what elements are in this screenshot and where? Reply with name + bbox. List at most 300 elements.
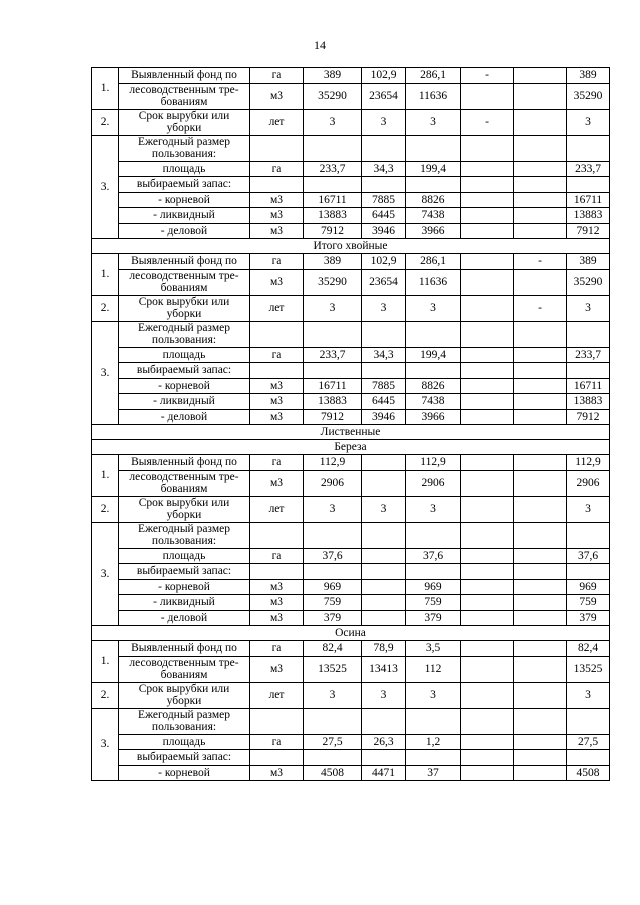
- value-cell: 3: [362, 496, 406, 522]
- section-header-row: [92, 239, 610, 254]
- value-cell: 7438: [406, 394, 461, 410]
- unit-cell: лет: [250, 295, 304, 321]
- indicator-label: Срок вырубки или уборки: [119, 295, 250, 321]
- unit-cell: м3: [250, 394, 304, 410]
- value-cell: 7438: [406, 208, 461, 224]
- indicator-label: Срок вырубки или уборки: [119, 496, 250, 522]
- value-cell: [461, 682, 514, 708]
- value-cell: 8826: [406, 378, 461, 394]
- value-cell: [514, 378, 567, 394]
- value-cell: 7912: [304, 409, 362, 425]
- value-cell: 3: [567, 682, 610, 708]
- indicator-label: выбираемый запас:: [119, 363, 250, 379]
- indicator-label: лесоводственным тре-бованиям: [119, 656, 250, 682]
- value-cell: 37,6: [304, 548, 362, 564]
- value-cell: [362, 579, 406, 595]
- value-cell: [514, 269, 567, 295]
- value-cell: 759: [567, 595, 610, 611]
- value-cell: 3: [406, 496, 461, 522]
- value-cell: 34,3: [362, 347, 406, 363]
- unit-cell: м3: [250, 579, 304, 595]
- row-number: 1.: [92, 254, 119, 296]
- table-row: [92, 135, 610, 161]
- value-cell: 233,7: [567, 347, 610, 363]
- value-cell: [362, 177, 406, 193]
- indicator-label: выбираемый запас:: [119, 177, 250, 193]
- table-row: [92, 548, 610, 564]
- table-row: [92, 564, 610, 580]
- value-cell: 13883: [304, 208, 362, 224]
- value-cell: [461, 347, 514, 363]
- value-cell: 37,6: [406, 548, 461, 564]
- unit-cell: м3: [250, 409, 304, 425]
- unit-cell: м3: [250, 610, 304, 626]
- value-cell: 6445: [362, 394, 406, 410]
- unit-cell: м3: [250, 656, 304, 682]
- value-cell: [461, 208, 514, 224]
- row-number: 1.: [92, 455, 119, 497]
- value-cell: 3946: [362, 223, 406, 239]
- value-cell: 7885: [362, 192, 406, 208]
- value-cell: 2906: [304, 470, 362, 496]
- indicator-label: - корневой: [119, 192, 250, 208]
- value-cell: [461, 192, 514, 208]
- value-cell: [461, 579, 514, 595]
- table-row: [92, 656, 610, 682]
- value-cell: 759: [304, 595, 362, 611]
- value-cell: [304, 750, 362, 766]
- value-cell: 13883: [304, 394, 362, 410]
- value-cell: [514, 522, 567, 548]
- value-cell: [362, 363, 406, 379]
- section-header: Итого хвойные: [92, 239, 610, 254]
- value-cell: [406, 135, 461, 161]
- value-cell: [362, 135, 406, 161]
- value-cell: [304, 363, 362, 379]
- value-cell: [514, 765, 567, 781]
- value-cell: -: [514, 295, 567, 321]
- unit-cell: га: [250, 734, 304, 750]
- value-cell: [514, 455, 567, 471]
- value-cell: 112,9: [406, 455, 461, 471]
- unit-cell: лет: [250, 496, 304, 522]
- value-cell: [567, 522, 610, 548]
- value-cell: [461, 295, 514, 321]
- value-cell: [304, 564, 362, 580]
- value-cell: [514, 496, 567, 522]
- table-row: [92, 223, 610, 239]
- value-cell: 16711: [567, 378, 610, 394]
- value-cell: 3: [567, 496, 610, 522]
- table-row: [92, 682, 610, 708]
- unit-cell: м3: [250, 378, 304, 394]
- table-row: [92, 254, 610, 270]
- table-row: [92, 708, 610, 734]
- unit-cell: га: [250, 161, 304, 177]
- unit-cell: [250, 750, 304, 766]
- indicator-label: - деловой: [119, 409, 250, 425]
- row-number: 3.: [92, 708, 119, 781]
- value-cell: [567, 177, 610, 193]
- value-cell: [461, 321, 514, 347]
- value-cell: [514, 734, 567, 750]
- table-row: [92, 455, 610, 471]
- value-cell: [514, 595, 567, 611]
- table-row: [92, 378, 610, 394]
- value-cell: -: [461, 68, 514, 84]
- value-cell: [362, 564, 406, 580]
- unit-cell: га: [250, 68, 304, 84]
- unit-cell: [250, 177, 304, 193]
- value-cell: 4471: [362, 765, 406, 781]
- table-row: [92, 68, 610, 84]
- value-cell: 13883: [567, 208, 610, 224]
- table-row: [92, 192, 610, 208]
- indicator-label: - корневой: [119, 378, 250, 394]
- row-number: 2.: [92, 496, 119, 522]
- value-cell: 969: [567, 579, 610, 595]
- unit-cell: м3: [250, 269, 304, 295]
- unit-cell: га: [250, 347, 304, 363]
- indicator-label: Ежегодный размер пользования:: [119, 135, 250, 161]
- unit-cell: [250, 321, 304, 347]
- value-cell: 2906: [406, 470, 461, 496]
- value-cell: [406, 708, 461, 734]
- value-cell: 16711: [304, 192, 362, 208]
- value-cell: [514, 750, 567, 766]
- value-cell: 4508: [567, 765, 610, 781]
- unit-cell: м3: [250, 208, 304, 224]
- table-row: [92, 765, 610, 781]
- value-cell: 112,9: [304, 455, 362, 471]
- value-cell: [362, 321, 406, 347]
- indicator-label: Выявленный фонд по: [119, 455, 250, 471]
- value-cell: [406, 522, 461, 548]
- value-cell: [461, 564, 514, 580]
- value-cell: 35290: [304, 83, 362, 109]
- unit-cell: м3: [250, 223, 304, 239]
- value-cell: [461, 496, 514, 522]
- value-cell: 199,4: [406, 161, 461, 177]
- value-cell: 6445: [362, 208, 406, 224]
- indicator-label: - корневой: [119, 765, 250, 781]
- value-cell: 78,9: [362, 641, 406, 657]
- value-cell: [461, 135, 514, 161]
- value-cell: 16711: [567, 192, 610, 208]
- value-cell: 389: [567, 68, 610, 84]
- value-cell: -: [514, 254, 567, 270]
- row-number: 3.: [92, 135, 119, 239]
- value-cell: [514, 409, 567, 425]
- value-cell: [406, 564, 461, 580]
- value-cell: 7912: [304, 223, 362, 239]
- value-cell: [362, 522, 406, 548]
- value-cell: [514, 363, 567, 379]
- value-cell: 35290: [567, 269, 610, 295]
- table-row: [92, 394, 610, 410]
- value-cell: 233,7: [304, 161, 362, 177]
- value-cell: [514, 610, 567, 626]
- value-cell: 2906: [567, 470, 610, 496]
- value-cell: [461, 734, 514, 750]
- value-cell: [514, 682, 567, 708]
- value-cell: 112,9: [567, 455, 610, 471]
- value-cell: [461, 708, 514, 734]
- value-cell: 35290: [567, 83, 610, 109]
- value-cell: 3: [406, 295, 461, 321]
- value-cell: [304, 177, 362, 193]
- value-cell: 286,1: [406, 254, 461, 270]
- value-cell: [514, 223, 567, 239]
- value-cell: 389: [567, 254, 610, 270]
- unit-cell: [250, 135, 304, 161]
- value-cell: 759: [406, 595, 461, 611]
- value-cell: [514, 208, 567, 224]
- table-row: [92, 750, 610, 766]
- section-header: Осина: [92, 626, 610, 641]
- indicator-label: - ликвидный: [119, 595, 250, 611]
- value-cell: [514, 708, 567, 734]
- table-row: [92, 208, 610, 224]
- unit-cell: м3: [250, 470, 304, 496]
- section-header-row: [92, 425, 610, 440]
- indicator-label: Срок вырубки или уборки: [119, 109, 250, 135]
- value-cell: 233,7: [304, 347, 362, 363]
- value-cell: 3: [362, 109, 406, 135]
- value-cell: [461, 161, 514, 177]
- value-cell: 969: [406, 579, 461, 595]
- value-cell: 3: [362, 295, 406, 321]
- value-cell: 3: [304, 109, 362, 135]
- indicator-label: лесоводственным тре-бованиям: [119, 269, 250, 295]
- value-cell: [461, 177, 514, 193]
- section-header-row: [92, 440, 610, 455]
- value-cell: [567, 708, 610, 734]
- value-cell: [514, 177, 567, 193]
- row-number: 1.: [92, 641, 119, 683]
- unit-cell: га: [250, 548, 304, 564]
- value-cell: [514, 135, 567, 161]
- value-cell: 1,2: [406, 734, 461, 750]
- value-cell: [461, 378, 514, 394]
- indicator-label: Ежегодный размер пользования:: [119, 708, 250, 734]
- table-row: [92, 579, 610, 595]
- value-cell: 11636: [406, 269, 461, 295]
- indicator-label: Выявленный фонд по: [119, 641, 250, 657]
- value-cell: [362, 548, 406, 564]
- forest-fund-table: [91, 67, 610, 781]
- value-cell: [362, 610, 406, 626]
- value-cell: [461, 656, 514, 682]
- table-row: [92, 470, 610, 496]
- value-cell: 13525: [304, 656, 362, 682]
- indicator-label: Срок вырубки или уборки: [119, 682, 250, 708]
- unit-cell: [250, 522, 304, 548]
- indicator-label: - корневой: [119, 579, 250, 595]
- unit-cell: м3: [250, 595, 304, 611]
- value-cell: [461, 641, 514, 657]
- value-cell: [406, 321, 461, 347]
- value-cell: 3: [362, 682, 406, 708]
- value-cell: 37,6: [567, 548, 610, 564]
- table-row: [92, 409, 610, 425]
- value-cell: 233,7: [567, 161, 610, 177]
- value-cell: [514, 470, 567, 496]
- table-row: [92, 321, 610, 347]
- value-cell: [567, 363, 610, 379]
- value-cell: [362, 708, 406, 734]
- value-cell: 102,9: [362, 68, 406, 84]
- indicator-label: Выявленный фонд по: [119, 68, 250, 84]
- value-cell: 3966: [406, 409, 461, 425]
- table-row: [92, 641, 610, 657]
- row-number: 2.: [92, 682, 119, 708]
- value-cell: 379: [406, 610, 461, 626]
- value-cell: [567, 135, 610, 161]
- value-cell: 7885: [362, 378, 406, 394]
- value-cell: 27,5: [567, 734, 610, 750]
- value-cell: [406, 750, 461, 766]
- unit-cell: лет: [250, 682, 304, 708]
- value-cell: [567, 750, 610, 766]
- value-cell: [461, 254, 514, 270]
- value-cell: [362, 750, 406, 766]
- unit-cell: м3: [250, 83, 304, 109]
- indicator-label: лесоводственным тре-бованиям: [119, 83, 250, 109]
- unit-cell: лет: [250, 109, 304, 135]
- unit-cell: [250, 564, 304, 580]
- value-cell: 112: [406, 656, 461, 682]
- value-cell: [514, 68, 567, 84]
- value-cell: 3946: [362, 409, 406, 425]
- value-cell: [461, 765, 514, 781]
- value-cell: [406, 177, 461, 193]
- row-number: 3.: [92, 321, 119, 425]
- indicator-label: Ежегодный размер пользования:: [119, 321, 250, 347]
- value-cell: 389: [304, 68, 362, 84]
- value-cell: [461, 223, 514, 239]
- value-cell: 379: [304, 610, 362, 626]
- unit-cell: м3: [250, 765, 304, 781]
- value-cell: [461, 522, 514, 548]
- value-cell: [514, 192, 567, 208]
- value-cell: [304, 708, 362, 734]
- value-cell: 27,5: [304, 734, 362, 750]
- unit-cell: га: [250, 254, 304, 270]
- value-cell: [461, 409, 514, 425]
- row-number: 1.: [92, 68, 119, 110]
- section-header: Лиственные: [92, 425, 610, 440]
- value-cell: [461, 548, 514, 564]
- value-cell: 13413: [362, 656, 406, 682]
- value-cell: 13883: [567, 394, 610, 410]
- value-cell: 82,4: [567, 641, 610, 657]
- value-cell: 34,3: [362, 161, 406, 177]
- table-row: [92, 83, 610, 109]
- value-cell: 389: [304, 254, 362, 270]
- unit-cell: га: [250, 455, 304, 471]
- table-row: [92, 269, 610, 295]
- value-cell: [304, 321, 362, 347]
- value-cell: [362, 470, 406, 496]
- unit-cell: м3: [250, 192, 304, 208]
- table-row: [92, 610, 610, 626]
- value-cell: 7912: [567, 409, 610, 425]
- value-cell: 13525: [567, 656, 610, 682]
- value-cell: [514, 564, 567, 580]
- value-cell: 35290: [304, 269, 362, 295]
- value-cell: 7912: [567, 223, 610, 239]
- value-cell: 3: [304, 496, 362, 522]
- value-cell: [362, 455, 406, 471]
- indicator-label: площадь: [119, 161, 250, 177]
- value-cell: [461, 595, 514, 611]
- value-cell: [514, 347, 567, 363]
- value-cell: 102,9: [362, 254, 406, 270]
- value-cell: [461, 455, 514, 471]
- table-row: [92, 496, 610, 522]
- value-cell: 3: [304, 682, 362, 708]
- value-cell: 3: [567, 109, 610, 135]
- table-row: [92, 295, 610, 321]
- value-cell: 3: [406, 682, 461, 708]
- indicator-label: Выявленный фонд по: [119, 254, 250, 270]
- unit-cell: [250, 363, 304, 379]
- value-cell: [461, 470, 514, 496]
- indicator-label: - ликвидный: [119, 208, 250, 224]
- value-cell: [461, 610, 514, 626]
- value-cell: 379: [567, 610, 610, 626]
- value-cell: 3: [567, 295, 610, 321]
- value-cell: [514, 161, 567, 177]
- value-cell: [514, 579, 567, 595]
- value-cell: [304, 135, 362, 161]
- indicator-label: лесоводственным тре-бованиям: [119, 470, 250, 496]
- value-cell: [514, 656, 567, 682]
- value-cell: 16711: [304, 378, 362, 394]
- value-cell: [514, 83, 567, 109]
- value-cell: [461, 269, 514, 295]
- value-cell: 969: [304, 579, 362, 595]
- value-cell: [461, 363, 514, 379]
- value-cell: [514, 394, 567, 410]
- value-cell: [514, 641, 567, 657]
- value-cell: 82,4: [304, 641, 362, 657]
- value-cell: 286,1: [406, 68, 461, 84]
- value-cell: [461, 750, 514, 766]
- unit-cell: га: [250, 641, 304, 657]
- page-number: 14: [314, 38, 326, 52]
- value-cell: 26,3: [362, 734, 406, 750]
- value-cell: [362, 595, 406, 611]
- row-number: 3.: [92, 522, 119, 626]
- table-row: [92, 177, 610, 193]
- table-row: [92, 522, 610, 548]
- row-number: 2.: [92, 295, 119, 321]
- value-cell: -: [461, 109, 514, 135]
- unit-cell: [250, 708, 304, 734]
- value-cell: 3,5: [406, 641, 461, 657]
- table-row: [92, 363, 610, 379]
- table-row: [92, 161, 610, 177]
- indicator-label: - деловой: [119, 223, 250, 239]
- table-row: [92, 347, 610, 363]
- value-cell: [461, 394, 514, 410]
- value-cell: 23654: [362, 83, 406, 109]
- value-cell: 199,4: [406, 347, 461, 363]
- value-cell: 11636: [406, 83, 461, 109]
- value-cell: [514, 109, 567, 135]
